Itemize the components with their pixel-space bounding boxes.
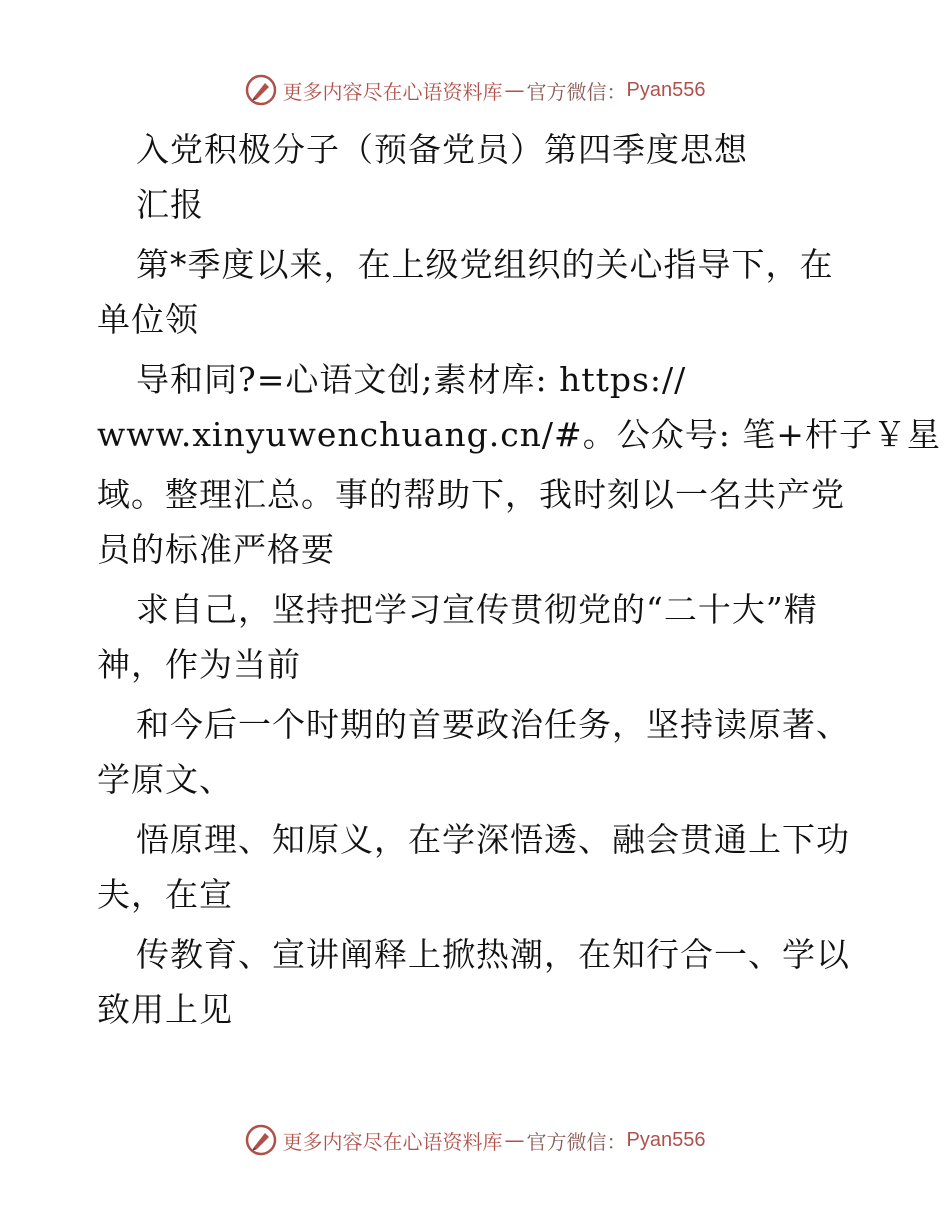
paragraph-line: 单位领 xyxy=(97,300,199,339)
paragraph-line: 第*季度以来，在上级党组织的关心指导下，在 xyxy=(136,245,834,284)
watermark-site-text: 更多内容尽在心语资料库 xyxy=(282,1129,503,1154)
paragraph-line: 导和同?=心语文创;素材库: https:// xyxy=(136,360,687,399)
watermark-wechat-id: Pyan556 xyxy=(626,1128,706,1151)
watermark-site-text: 更多内容尽在心语资料库 xyxy=(282,79,503,104)
footer-watermark xyxy=(0,1120,950,1160)
watermark-wechat-id: Pyan556 xyxy=(626,78,706,101)
paragraph-line: 夫，在宣 xyxy=(97,875,233,914)
title-line-2: 汇报 xyxy=(136,185,204,224)
paragraph-line: 域。整理汇总。事的帮助下，我时刻以一名共产党 xyxy=(97,475,845,514)
paragraph-line: 学原文、 xyxy=(97,760,233,799)
paragraph-line: www.xinyuwenchuang.cn/#。公众号: 笔+杆子￥星 xyxy=(97,415,941,454)
paragraph-line: 求自己，坚持把学习宣传贯彻党的“二十大”精 xyxy=(136,590,818,629)
paragraph-line: 和今后一个时期的首要政治任务，坚持读原著、 xyxy=(136,705,850,744)
paragraph-line: 员的标准严格要 xyxy=(97,530,335,569)
pen-nib-logo-icon xyxy=(245,74,277,106)
watermark-wechat-label: 官方微信： xyxy=(526,1129,627,1154)
paragraph-line: 致用上见 xyxy=(97,990,233,1029)
pen-nib-logo-icon xyxy=(245,1124,277,1156)
paragraph-line: 悟原理、知原义，在学深悟透、融会贯通上下功 xyxy=(136,820,850,859)
watermark-dash: — xyxy=(504,1128,525,1152)
header-watermark xyxy=(0,70,950,110)
watermark-wechat-label: 官方微信： xyxy=(526,79,627,104)
paragraph-line: 传教育、宣讲阐释上掀热潮，在知行合一、学以 xyxy=(136,935,850,974)
title-line-1: 入党积极分子（预备党员）第四季度思想 xyxy=(136,130,748,169)
paragraph-line: 神，作为当前 xyxy=(97,645,301,684)
watermark-dash: — xyxy=(504,78,525,102)
